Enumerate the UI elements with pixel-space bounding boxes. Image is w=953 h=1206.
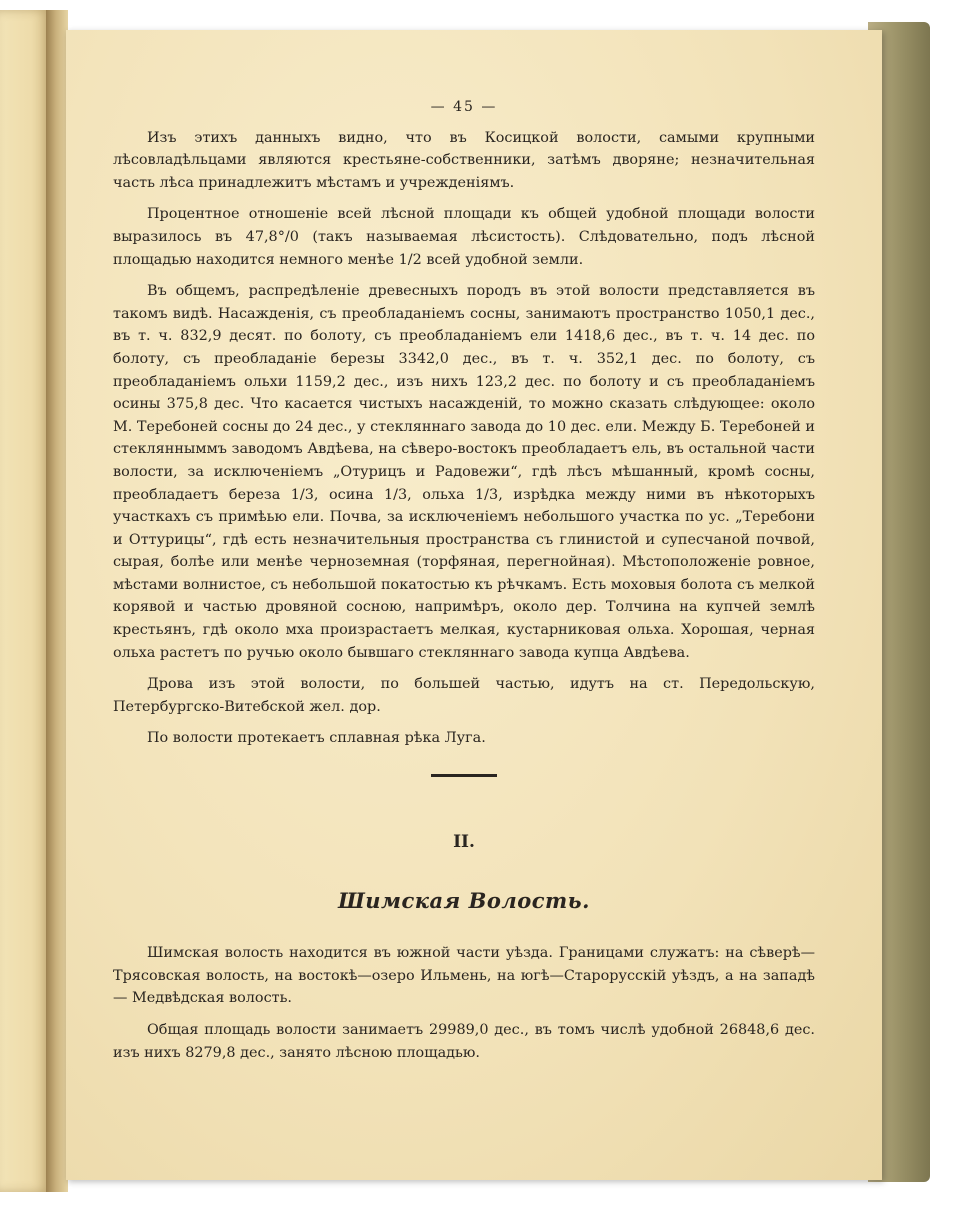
section-divider — [431, 774, 497, 777]
paragraph: Въ общемъ, распредѣленіе древесныхъ породъ въ этой волости представляется въ такомъ видѣ. Насажденія, съ преобладаніемъ сосны, занимаютъ пространство 1050,1 дес., въ т. ч. 832,9 десят. по болоту, съ преобладаніемъ ели 1418,6 дес., въ т. ч. 14 дес. по болоту, съ преобладаніе березы 3342,0 дес., въ т. ч. 352,1 дес. по болоту, съ преобладаніемъ ольхи 1159,2 дес., изъ нихъ 123,2 дес. по болоту и съ преобладаніемъ осины 375,8 дес. Что касается чистыхъ насажденій, то можно сказать слѣдующее: около М. Теребоней сосны до 24 дес., у стекляннаго завода до 10 дес. ели. Между Б. Теребоней и стеклянныммъ заводомъ Авдѣева, на сѣверо-востокъ преобладаетъ ель, въ остальной части волости, за исключеніемъ „Отурицъ и Радовежи“, гдѣ лѣсъ мѣшанный, кромѣ сосны, преобладаетъ береза 1/3, осина 1/3, ольха 1/3, изрѣдка между ними въ нѣкоторыхъ участкахъ съ примѣью ели. Почва, за исключеніемъ небольшого участка по ус. „Теребони и Оттурицы“, гдѣ есть незначительныя пространства съ глинистой и супесчаной почвой, сырая, болѣе или менѣе черноземная (торфяная, перегнойная). Мѣстоположеніе ровное, мѣстами волнистое, съ небольшой покатостью къ рѣчкамъ. Есть моховыя болота съ мелкой корявой и частью дровяной сосною, напримѣръ, около дер. Толчина на купчей землѣ крестьянъ, гдѣ около мха произрастаетъ мелкая, кустарниковая ольха. Хорошая, черная ольха растетъ по ручью около бывшаго стекляннаго завода купца Авдѣева. — [113, 283, 815, 661]
book-gutter — [46, 10, 68, 1192]
paragraph: Процентное отношеніе всей лѣсной площади къ общей удобной площади волости выразилось въ 47,8°/0 (такъ называемая лѣсистость). Слѣдовательно, подъ лѣсной площадью находится немного менѣе 1/2 всей удобной земли. — [113, 206, 815, 268]
paragraph: Дрова изъ этой волости, по большей частью, идутъ на ст. Передольскую, Петербургско-Витебской жел. дор. — [113, 676, 815, 715]
page-content — [113, 96, 815, 1073]
paragraph: Общая площадь волости занимаетъ 29989,0 дес., въ томъ числѣ удобной 26848,6 дес. изъ нихъ 8279,8 дес., занято лѣсною площадью. — [113, 1022, 815, 1061]
paragraph: Шимская волость находится въ южной части уѣзда. Границами служатъ: на сѣверѣ—Трясовская волость, на востокѣ—озеро Ильмень, на югѣ—Старорусскій уѣздъ, а на западѣ— Медвѣдская волость. — [113, 945, 815, 1007]
section-number: II. — [453, 832, 475, 853]
section-title: Шимская Волость. — [338, 887, 590, 913]
paragraph: По волости протекаетъ сплавная рѣка Луга. — [147, 730, 486, 747]
page-number: — 45 — — [430, 99, 498, 115]
previous-page-edge — [0, 10, 50, 1192]
paragraph: Изъ этихъ данныхъ видно, что въ Косицкой волости, самыми крупными лѣсовладѣльцами являются крестьяне-собственники, затѣмъ дворяне; незначительная часть лѣса принадлежитъ мѣстамъ и учрежденіямъ. — [113, 129, 815, 191]
